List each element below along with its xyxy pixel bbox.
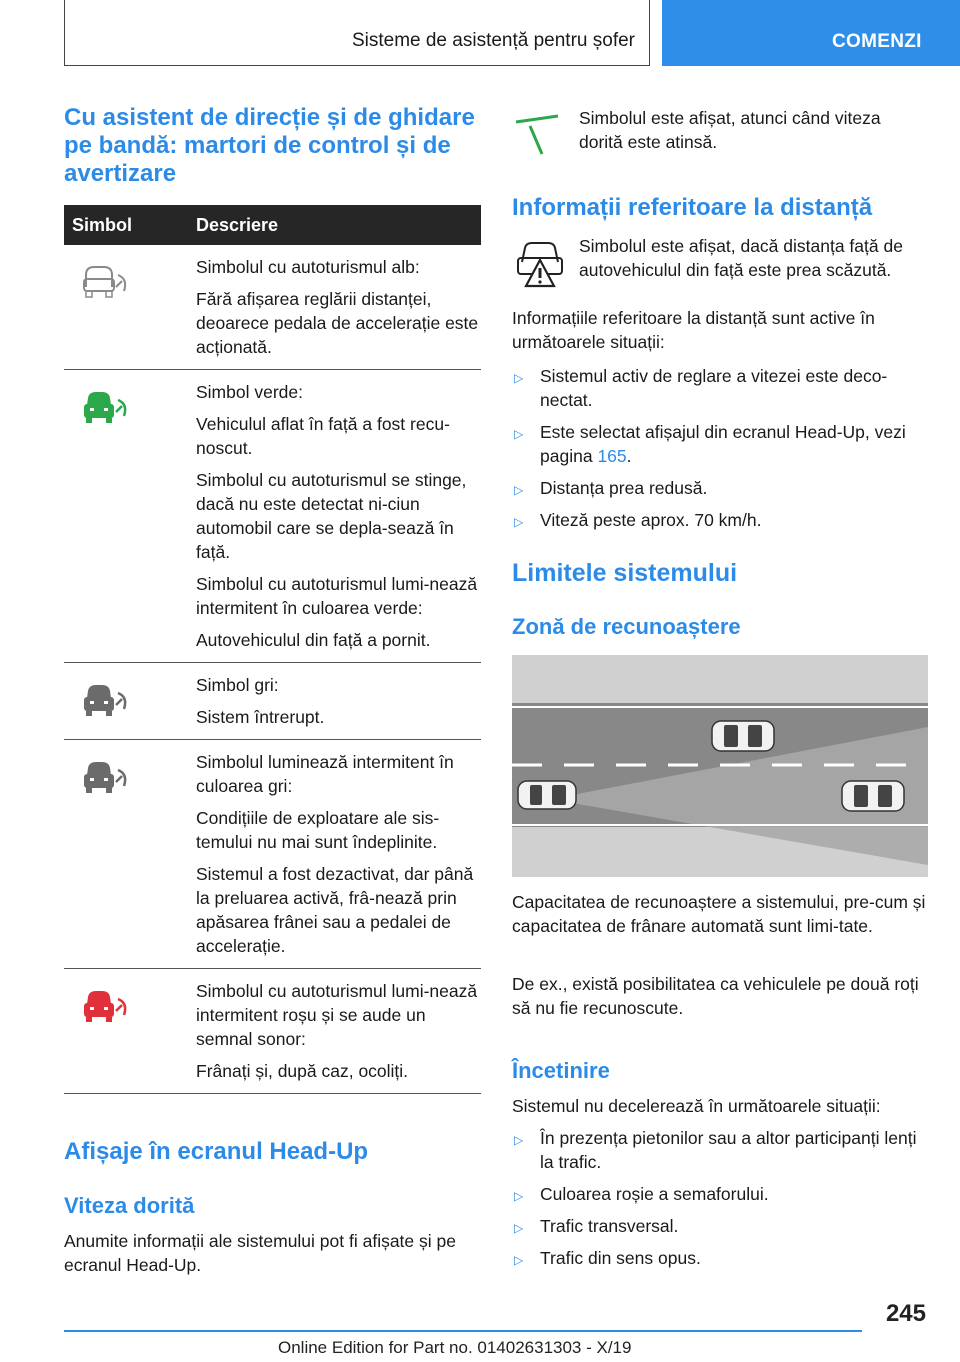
distance-intro: Informațiile referitoare la distanță sunt active în următoarele situații: bbox=[512, 308, 875, 352]
ego-car-icon bbox=[518, 781, 576, 809]
list-item: ▷ Distanța prea redusă. bbox=[512, 476, 928, 500]
deceleration-intro: Sistemul nu decelerează în următoarele situații: bbox=[512, 1096, 881, 1116]
header-tab-label: COMENZI bbox=[832, 31, 922, 52]
triangle-bullet-icon: ▷ bbox=[514, 483, 524, 497]
distance-list bbox=[512, 364, 928, 540]
row-text: Fără afișarea reglării distanței, deoarece pedala de accelerație este acționată. bbox=[196, 289, 479, 357]
section-title-distance: Informații referitoare la distanță bbox=[512, 194, 873, 221]
footer-edition-text: Online Edition for Part no. 01402631303 - X/19 bbox=[278, 1338, 632, 1357]
triangle-bullet-icon: ▷ bbox=[514, 515, 524, 529]
header-title: Sisteme de asistență pentru șofer bbox=[351, 30, 635, 51]
car-green-icon bbox=[72, 382, 132, 430]
triangle-bullet-icon: ▷ bbox=[514, 1221, 524, 1235]
header-box bbox=[64, 0, 650, 66]
section-title-warning-lights: Cu asistent de direcție și de ghidare pe bandă: martori de control și de avertizare bbox=[64, 104, 475, 187]
page-number: 245 bbox=[885, 1300, 926, 1327]
row-text: Sistemul a fost dezactivat, dar până la preluarea activă, frâ-nează prin apăsarea frânei sau a pedalei de accelerație. bbox=[196, 864, 474, 956]
table-row bbox=[64, 245, 481, 370]
col-description: Descriere bbox=[196, 215, 279, 235]
footer-divider bbox=[64, 1330, 862, 1332]
row-text: Autovehiculul din față a pornit. bbox=[196, 630, 431, 650]
car-gray-icon bbox=[72, 752, 132, 800]
row-text: Vehiculul aflat în față a fost recu-noscut. bbox=[196, 414, 450, 458]
table-row bbox=[64, 663, 481, 740]
speed-text: Anumite informații ale sistemului pot fi afișate și pe ecranul Head-Up. bbox=[64, 1231, 456, 1275]
deceleration-list bbox=[512, 1126, 928, 1278]
car-red-icon bbox=[72, 981, 132, 1029]
row-text: Simbolul cu autoturismul lumi-nează intermitent în culoarea verde: bbox=[196, 574, 478, 618]
speed-symbol-text: Simbolul este afișat, atunci când viteza dorită este atinsă. bbox=[579, 108, 881, 152]
row-text: Simbolul luminează intermitent în culoarea gri: bbox=[196, 752, 454, 796]
list-item: ▷ Este selectat afișajul din ecranul Head-Up, vezi pagina 165. bbox=[514, 422, 906, 466]
table-header bbox=[64, 205, 481, 245]
row-text: Simbol verde: bbox=[196, 382, 303, 402]
distance-warning-icon bbox=[512, 238, 568, 290]
header-tab-comenzi[interactable] bbox=[662, 0, 960, 66]
row-text: Simbolul cu autoturismul lumi-nează intermitent roșu și se aude un semnal sonor: bbox=[196, 981, 478, 1049]
list-item: ▷ Trafic transversal. bbox=[512, 1214, 928, 1238]
section-title-limits: Limitele sistemului bbox=[512, 559, 738, 587]
row-text: Frânați și, după caz, ocoliți. bbox=[196, 1061, 409, 1081]
zone-paragraph-1: Capacitatea de recunoaștere a sistemului, pre-cum și capacitatea de frânare automată sunt limi-tate. bbox=[512, 892, 926, 936]
detection-zone-illustration bbox=[512, 655, 928, 877]
triangle-bullet-icon: ▷ bbox=[514, 371, 524, 385]
subtitle-desired-speed: Viteza dorită bbox=[64, 1193, 195, 1218]
list-item: ▷ Culoarea roșie a semaforului. bbox=[512, 1182, 928, 1206]
symbol-table bbox=[64, 205, 481, 1094]
row-text: Simbolul cu autoturismul se stinge, dacă nu este detectat ni-ciun automobil care se depla-sează în față. bbox=[196, 470, 467, 562]
row-text: Sistem întrerupt. bbox=[196, 707, 325, 727]
row-text: Simbol gri: bbox=[196, 675, 279, 695]
table-row bbox=[64, 370, 481, 663]
row-text: Condițiile de exploatare ale sis-temului nu mai sunt îndeplinite. bbox=[196, 808, 440, 852]
car-ahead-icon bbox=[842, 781, 904, 811]
row-text: Simbolul cu autoturismul alb: bbox=[196, 257, 420, 277]
triangle-bullet-icon: ▷ bbox=[514, 1133, 524, 1147]
triangle-bullet-icon: ▷ bbox=[514, 1189, 524, 1203]
section-title-hud: Afișaje în ecranul Head-Up bbox=[64, 1138, 369, 1165]
car-ahead-icon bbox=[712, 721, 774, 751]
distance-symbol-text: Simbolul este afișat, dacă distanța față de autovehiculul din față este prea scăzută. bbox=[579, 236, 903, 280]
table-row bbox=[64, 740, 481, 969]
desired-speed-icon bbox=[512, 110, 562, 160]
list-item: ▷ Trafic din sens opus. bbox=[512, 1246, 928, 1270]
triangle-bullet-icon: ▷ bbox=[514, 427, 524, 441]
list-item: ▷ Sistemul activ de reglare a vitezei este deco-nectat. bbox=[514, 366, 888, 410]
triangle-bullet-icon: ▷ bbox=[514, 1253, 524, 1267]
car-outline-icon bbox=[72, 257, 132, 305]
list-item: ▷ În prezența pietonilor sau a altor participanți lenți la trafic. bbox=[514, 1128, 917, 1172]
car-gray-icon bbox=[72, 675, 132, 723]
list-item: ▷ Viteză peste aprox. 70 km/h. bbox=[512, 508, 928, 532]
col-symbol: Simbol bbox=[72, 215, 133, 235]
subtitle-deceleration: Încetinire bbox=[512, 1058, 610, 1083]
table-row bbox=[64, 969, 481, 1094]
subtitle-detection-zone: Zonă de recunoaștere bbox=[512, 614, 741, 639]
page-reference-link[interactable]: 165 bbox=[597, 446, 627, 466]
zone-paragraph-2: De ex., există posibilitatea ca vehiculele pe două roți să nu fie recunoscute. bbox=[512, 974, 919, 1018]
